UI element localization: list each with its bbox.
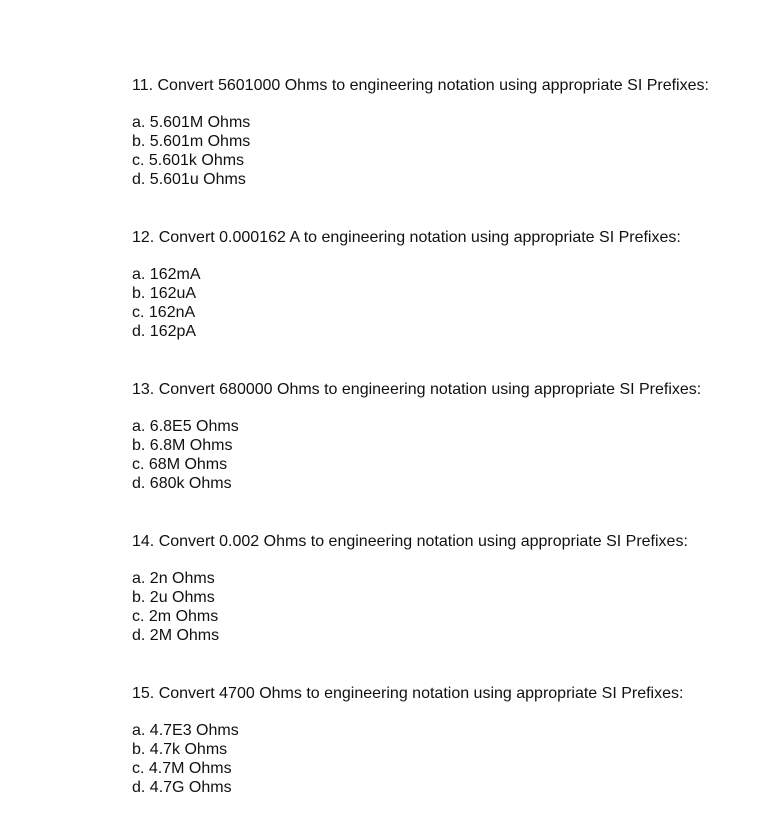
option-a: a. 2n Ohms — [132, 570, 215, 587]
option-b: b. 6.8M Ohms — [132, 437, 233, 454]
option-c: c. 162nA — [132, 304, 196, 321]
option-list — [132, 721, 772, 797]
question-13 — [132, 380, 772, 493]
question-text: 11. Convert 5601000 Ohms to engineering notation using appropriate SI Prefixes: — [132, 77, 709, 94]
option-b: b. 162uA — [132, 285, 197, 302]
option-c: c. 68M Ohms — [132, 456, 228, 473]
question-15 — [132, 684, 772, 797]
question-14 — [132, 532, 772, 645]
option-list — [132, 569, 772, 645]
option-list — [132, 113, 772, 189]
option-d: d. 4.7G Ohms — [132, 779, 232, 796]
option-b: b. 5.601m Ohms — [132, 133, 251, 150]
option-a: a. 162mA — [132, 266, 201, 283]
option-list — [132, 265, 772, 341]
option-a: a. 6.8E5 Ohms — [132, 418, 239, 435]
option-b: b. 2u Ohms — [132, 589, 215, 606]
option-a: a. 4.7E3 Ohms — [132, 722, 239, 739]
option-d: d. 162pA — [132, 323, 197, 340]
option-c: c. 4.7M Ohms — [132, 760, 232, 777]
question-text: 12. Convert 0.000162 A to engineering notation using appropriate SI Prefixes: — [132, 229, 681, 246]
option-a: a. 5.601M Ohms — [132, 114, 251, 131]
question-text: 14. Convert 0.002 Ohms to engineering notation using appropriate SI Prefixes: — [132, 533, 688, 550]
option-c: c. 2m Ohms — [132, 608, 219, 625]
option-b: b. 4.7k Ohms — [132, 741, 228, 758]
option-d: d. 680k Ohms — [132, 475, 232, 492]
option-list — [132, 417, 772, 493]
option-d: d. 2M Ohms — [132, 627, 220, 644]
question-text: 15. Convert 4700 Ohms to engineering notation using appropriate SI Prefixes: — [132, 685, 684, 702]
question-11 — [132, 76, 772, 189]
question-text: 13. Convert 680000 Ohms to engineering notation using appropriate SI Prefixes: — [132, 381, 702, 398]
option-d: d. 5.601u Ohms — [132, 171, 246, 188]
option-c: c. 5.601k Ohms — [132, 152, 245, 169]
question-12 — [132, 228, 772, 341]
